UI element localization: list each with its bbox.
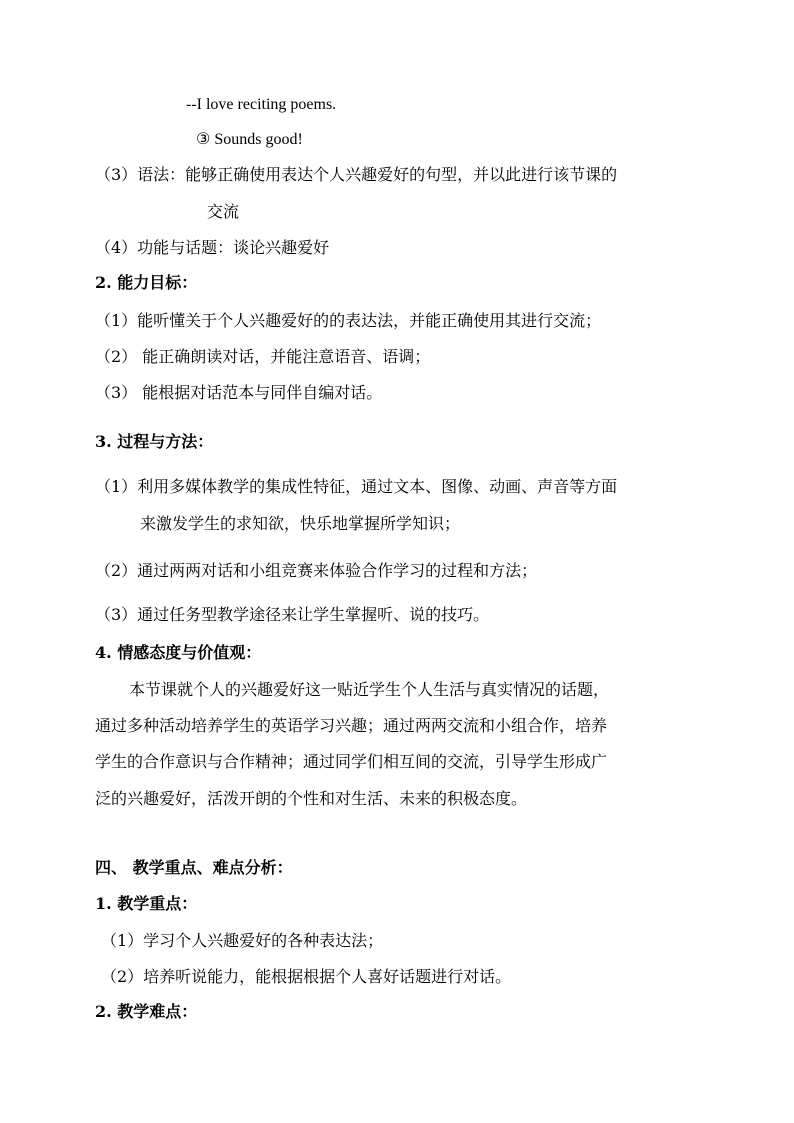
section-heading: 2. 能力目标： — [95, 273, 198, 292]
objective-grammar: （3）语法：能够正确使用表达个人兴趣爱好的句型，并以此进行该节课的 — [95, 165, 618, 184]
objective-grammar-cont: 交流 — [207, 202, 240, 221]
dialogue-line: ③ Sounds good! — [196, 131, 303, 148]
paragraph-line: 本节课就个人的兴趣爱好这一贴近学生个人生活与真实情况的话题， — [129, 680, 610, 699]
section-heading: 2. 教学难点： — [95, 1002, 198, 1021]
paragraph-line: 泛的兴趣爱好，活泼开朗的个性和对生活、未来的积极态度。 — [95, 789, 528, 808]
list-item: （1）利用多媒体教学的集成性特征，通过文本、图像、动画、声音等方面 — [95, 477, 618, 496]
list-item: （1）能听懂关于个人兴趣爱好的的表达法，并能正确使用其进行交流； — [95, 311, 602, 330]
list-item: （2）通过两两对话和小组竞赛来体验合作学习的过程和方法； — [95, 561, 538, 580]
section-heading: 4. 情感态度与价值观： — [95, 643, 262, 662]
list-item: （2） 能正确朗读对话，并能注意语音、语调； — [95, 347, 431, 366]
list-item: （2）培养听说能力，能根据根据个人喜好话题进行对话。 — [101, 967, 512, 986]
paragraph-line: 通过多种活动培养学生的英语学习兴趣；通过两两交流和小组合作，培养 — [95, 716, 608, 735]
list-item: （1）学习个人兴趣爱好的各种表达法； — [101, 931, 384, 950]
objective-function: （4）功能与话题：谈论兴趣爱好 — [95, 238, 330, 257]
list-item: （3） 能根据对话范本与同伴自编对话。 — [95, 383, 383, 402]
list-item-cont: 来激发学生的求知欲，快乐地掌握所学知识； — [140, 514, 461, 533]
section-heading: 3. 过程与方法： — [95, 432, 214, 451]
list-item: （3）通过任务型教学途径来让学生掌握听、说的技巧。 — [95, 605, 490, 624]
chapter-heading: 四、 教学重点、难点分析： — [95, 858, 293, 877]
paragraph-line: 学生的合作意识与合作精神；通过同学们相互间的交流，引导学生形成广 — [95, 752, 608, 771]
dialogue-line: --I love reciting poems. — [186, 96, 337, 113]
section-heading: 1. 教学重点： — [95, 894, 198, 913]
